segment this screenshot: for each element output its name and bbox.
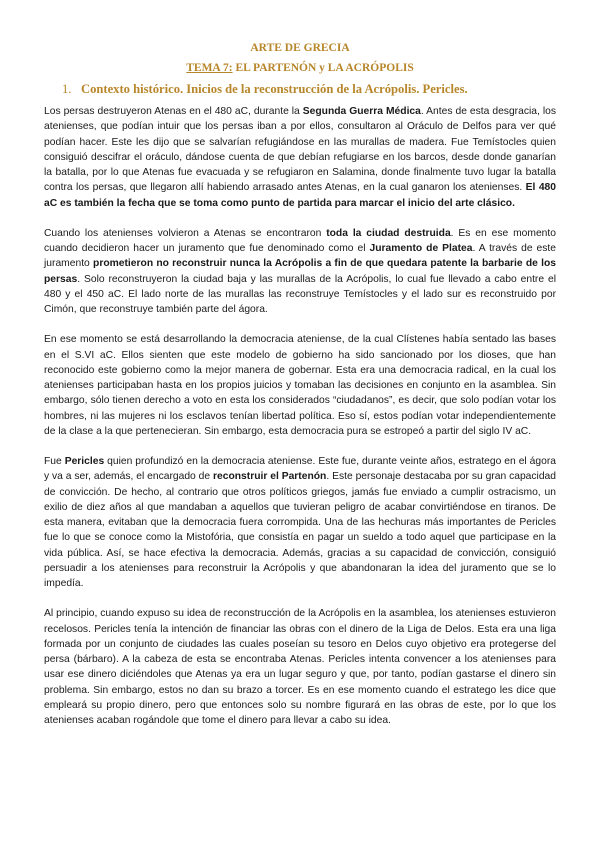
p1-bold-d: El 480 aC es también la fecha que se toma como punto de partida para marcar el inicio del arte clásico. [44, 182, 556, 209]
p2-text-a: Cuando los atenienses volvieron a Atenas se encontraron [44, 227, 327, 239]
p1-text-c: . Antes de esta desgracia, los atenienses, que podían intuir que los persas iban a por ellos, consultaron al Oráculo de Delfos para ver qué podían hacer. Este les dijo que se salvarían refugiándose en las murallas de madera. Fue Temístocles quien consiguió descifrar el oráculo, dándose cuenta de que debían refugiarse en los barcos, desde donde ganarían la batalla, por lo que Atenas fue evacuada y se refugiaron en Salamina, donde finalmente tuvo lugar la batalla contra los persas, que llegaron allí habiendo arrasado antes Atenas, en la cual ganaron los atenienses. [44, 106, 556, 194]
document-title: ARTE DE GRECIA [250, 42, 350, 54]
paragraph-3: En ese momento se está desarrollando la democracia ateniense, de la cual Clístenes había sentado las bases en el S.VI aC. Ellos sienten que este modelo de gobierno ha sido sancionado por los dioses, que han reconocido este gobierno como la mejor manera de gobernar. Esta era una democracia radical, en la cual los atenienses participaban hasta en los propios juicios y tomaban las decisiones en conjunto en la asamblea. Sin embargo, sólo tienen derecho a voto en esta los considerados “ciudadanos”, es decir, que solo podían votar los hombres, ni las mujeres ni los esclavos tenían libertad política. Eso sí, estos podían votar independientemente de la clase a la que pertenecieran. Sin embargo, esta democracia pura se estropeó a partir del siglo IV aC. [44, 334, 556, 437]
paragraph-4 [44, 454, 556, 591]
section-number: 1. [62, 82, 72, 96]
p2-bold-f: prometieron no reconstruir nunca la Acrópolis a fin de que quedara patente la barbarie de los persas [44, 258, 556, 285]
document-body [44, 104, 556, 743]
subtitle-theme: TEMA 7: [186, 62, 233, 74]
p1-text-a: Los persas destruyeron Atenas en el 480 aC, durante la [44, 106, 303, 117]
p4-text-a: Fue [44, 456, 65, 467]
p4-text-e: . Este personaje destacaba por su gran capacidad de convicción. De hecho, al contrario que otros políticos griegos, jamás fue enviado a cumplir ostracismo, un exilio de diez años al que mandaban a aquellos que tuvieran peligro de acabar convirtiéndose en tiranos. De esta manera, evitaban que la democracia fuera corrompida. Una de las hechuras más importantes de Pericles fue lo que se conoce como la Mistofória, que consistía en pagar un sueldo a todo aquel que participase en la vida pública. Así, se hace efectiva la democracia. Además, gracias a su capacidad de convicción, consiguió persuadir a los atenienses para reconstruir la Acrópolis y que abandonaran la idea del juramento que se lo impedía. [44, 471, 557, 589]
subtitle-rest: EL PARTENÓN y LA ACRÓPOLIS [232, 62, 414, 74]
p2-bold-d: Juramento de Platea [369, 243, 473, 254]
document-subtitle [0, 62, 600, 74]
section-title: Contexto histórico. Inicios de la reconstrucción de la Acrópolis. Pericles. [81, 82, 468, 96]
p2-text-g: . Solo reconstruyeron la ciudad baja y las murallas de la Acrópolis, lo cual fue llevado a cabo entre el 480 y el 450 aC. El lado norte de las murallas las reconstruye Temístocles y el lado sur es reconstruido por Cimón, que reconstruye también parte del ágora. [44, 273, 556, 315]
paragraph-2 [44, 226, 556, 318]
p4-text-c: quien profundizó en la democracia ateniense. Este fue, durante veinte años, estratego en el ágora y va a ser, además, el encargado de [44, 456, 556, 483]
p4-bold-d: reconstruir el Partenón [213, 471, 327, 483]
paragraph-5: Al principio, cuando expuso su idea de reconstrucción de la Acrópolis en la asamblea, los atenienses estuvieron recelosos. Pericles tenía la intención de financiar las obras con el dinero de la Liga de Delos. Esta era una liga formada por un conjunto de ciudades las cuales poseían su tesoro en Delos cuyo objetivo era protegerse del persa (bárbaro). A la cabeza de esta se encontraba Atenas. Pericles intenta convencer a los atenienses para usar ese dinero diciéndoles que Atenas ya era un lugar seguro y que, por tanto, podían gastarse el dinero sin problema. Sin embargo, estos no dan su brazo a torcer. Es en ese momento cuando el estratego les dice que empleará su propio dinero, pero que entonces solo su nombre figurará en las obras de este, por lo que los atenienses acaban rogándole que tome el dinero para llevar a cabo su idea. [44, 608, 556, 726]
p4-bold-b: Pericles [64, 456, 105, 467]
p2-text-c: . Es en ese momento cuando decidieron hacer un juramento que fue denominado como el [44, 227, 556, 254]
paragraph-1 [44, 104, 556, 211]
section-heading [62, 82, 468, 97]
p2-text-e: . A través de este juramento [44, 243, 556, 270]
p1-bold-b: Segunda Guerra Médica [302, 106, 421, 117]
p2-bold-b: toda la ciudad destruida [326, 227, 451, 239]
